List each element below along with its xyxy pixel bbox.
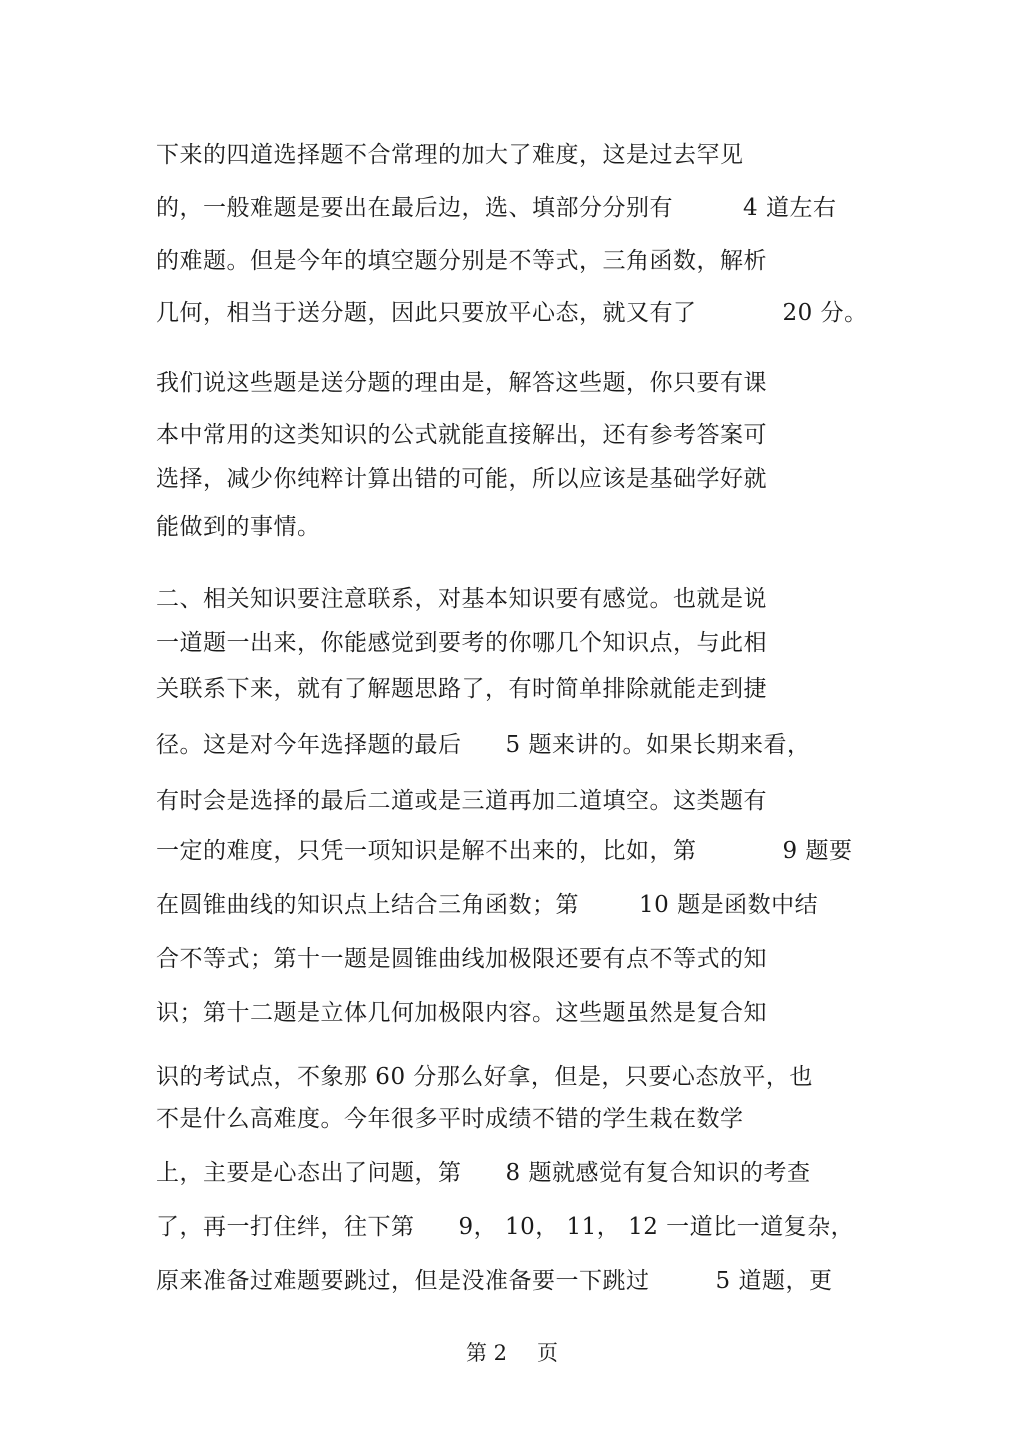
page-number-suffix: 页 — [537, 1341, 559, 1365]
text-segment: 的难题。但是今年的填空题分别是不等式，三角函数，解析 — [156, 248, 767, 274]
text-segment: 一道题一出来，你能感觉到要考的你哪几个知识点，与此相 — [156, 630, 767, 656]
text-line — [156, 1062, 813, 1092]
text-line — [156, 786, 767, 816]
text-segment: 我们说这些题是送分题的理由是，解答这些题，你只要有课 — [156, 370, 767, 396]
text-segment: 下来的四道选择题不合常理的加大了难度，这是过去罕见 — [156, 142, 744, 168]
text-line — [156, 890, 818, 920]
text-line — [156, 730, 810, 760]
text-segment-continued: 20 分。 — [782, 300, 868, 326]
page-number-prefix: 第 2 — [465, 1341, 508, 1365]
text-segment: 识；第十二题是立体几何加极限内容。这些题虽然是复合知 — [156, 1000, 767, 1026]
text-segment-continued: 9， 10， 11， 12 一道比一道复杂， — [458, 1214, 855, 1240]
text-line — [156, 1266, 832, 1296]
text-segment: 上，主要是心态出了问题，第 — [156, 1160, 462, 1186]
text-line — [156, 628, 767, 658]
text-line — [156, 836, 852, 866]
text-segment: 二、相关知识要注意联系，对基本知识要有感觉。也就是说 — [156, 586, 767, 612]
text-line — [156, 674, 767, 704]
text-line — [156, 1104, 744, 1134]
text-line — [156, 998, 767, 1028]
text-line — [156, 193, 836, 223]
text-line — [156, 298, 868, 328]
text-segment: 识的考试点，不象那 60 分那么好拿，但是，只要心态放平，也 — [156, 1064, 813, 1090]
text-segment: 在圆锥曲线的知识点上结合三角函数；第 — [156, 892, 579, 918]
text-line — [156, 584, 767, 614]
text-segment: 径。这是对今年选择题的最后 — [156, 732, 462, 758]
text-segment-continued: 9 题要 — [782, 838, 853, 864]
text-line — [156, 420, 767, 450]
text-line — [156, 944, 767, 974]
text-segment-continued: 5 道题，更 — [715, 1268, 833, 1294]
text-segment: 的，一般难题是要出在最后边，选、填部分分别有 — [156, 195, 673, 221]
text-segment-continued: 8 题就感觉有复合知识的考查 — [505, 1160, 811, 1186]
text-segment-continued: 4 道左右 — [743, 195, 837, 221]
text-line — [156, 1158, 810, 1188]
text-line — [156, 140, 744, 170]
text-line — [156, 464, 767, 494]
text-segment: 一定的难度，只凭一项知识是解不出来的，比如，第 — [156, 838, 697, 864]
text-line — [156, 512, 321, 542]
text-segment-continued: 5 题来讲的。如果长期来看， — [505, 732, 811, 758]
text-segment: 不是什么高难度。今年很多平时成绩不错的学生栽在数学 — [156, 1106, 744, 1132]
text-segment: 选择，减少你纯粹计算出错的可能，所以应该是基础学好就 — [156, 466, 767, 492]
text-segment: 能做到的事情。 — [156, 514, 321, 540]
text-segment: 合不等式；第十一题是圆锥曲线加极限还要有点不等式的知 — [156, 946, 767, 972]
text-segment-continued: 10 题是函数中结 — [639, 892, 819, 918]
text-segment: 有时会是选择的最后二道或是三道再加二道填空。这类题有 — [156, 788, 767, 814]
text-segment: 关联系下来，就有了解题思路了，有时简单排除就能走到捷 — [156, 676, 767, 702]
text-segment: 了，再一打住绊，往下第 — [156, 1214, 415, 1240]
text-segment: 原来准备过难题要跳过，但是没准备要一下跳过 — [156, 1268, 650, 1294]
text-segment: 本中常用的这类知识的公式就能直接解出，还有参考答案可 — [156, 422, 767, 448]
text-line — [156, 368, 767, 398]
text-line — [156, 1212, 854, 1242]
text-segment: 几何，相当于送分题，因此只要放平心态，就又有了 — [156, 300, 697, 326]
text-line — [156, 246, 767, 276]
page-footer — [0, 1337, 1024, 1367]
